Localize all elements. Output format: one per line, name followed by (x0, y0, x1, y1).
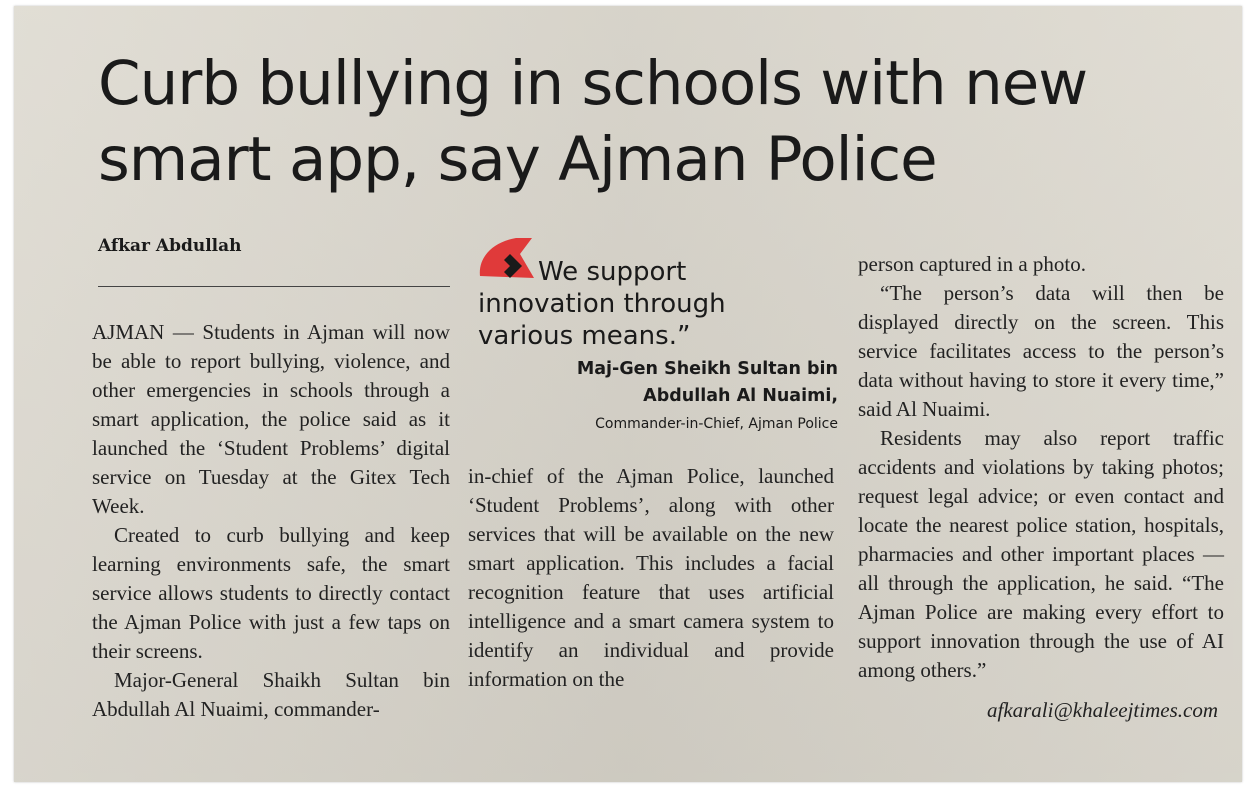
pull-quote-line: We support (538, 257, 687, 287)
headline: Curb bullying in schools with new smart app, say Ajman Police (98, 48, 1088, 195)
paragraph-text: — Students in Ajman will now be able to report bullying, violence, and other emergencies in schools through a smart application, the police said as it launched the ‘Student Problems’ digital service on Tuesday at the Gitex Tech Week. (92, 320, 450, 518)
article-paragraph: “The person’s data will then be displayed directly on the screen. This service facilitates access to the person’s data without having to store it every time,” said Al Nuaimi. (858, 281, 1224, 421)
article-column-1 (92, 318, 450, 724)
attribution-role: Commander-in-Chief, Ajman Police (595, 416, 838, 432)
attribution-name-line: Abdullah Al Nuaimi, (643, 386, 838, 406)
author-email: afkarali@khaleejtimes.com (986, 698, 1218, 722)
attribution-name-line: Maj-Gen Sheikh Sultan bin (576, 359, 838, 379)
article-paragraph: in-chief of the Ajman Police, launched ‘Student Problems’, along with other services that will be available on the new smart application. This includes a facial recognition feature that uses artificial intelligence and a smart camera system to identify an individual and provide information on the (468, 464, 834, 691)
byline-divider (98, 286, 450, 287)
article-paragraph: Created to curb bullying and keep learning environments safe, the smart service allows students to directly contact the Ajman Police with just a few taps on their screens. (92, 523, 450, 663)
dateline: AJMAN (92, 320, 165, 344)
article-paragraph: person captured in a photo. (858, 252, 1087, 276)
pull-quote-line: various means.” (478, 321, 691, 351)
article-column-2 (468, 462, 834, 694)
pull-quote-line: innovation through (478, 289, 726, 319)
article-paragraph: Residents may also report traffic accidents and violations by taking photos; request legal advice; or even contact and locate the nearest police station, hospitals, pharmacies and other important places — all through the application, he said. “The Ajman Police are making every effort to support innovation through the use of AI among others.” (858, 426, 1224, 682)
byline: Afkar Abdullah (98, 236, 242, 256)
article-column-3 (858, 250, 1224, 685)
pull-quote (478, 256, 848, 352)
pull-quote-attribution (478, 356, 838, 410)
article-paragraph: Major-General Shaikh Sultan bin Abdullah Al Nuaimi, commander- (92, 668, 450, 721)
article-paragraph (92, 318, 450, 521)
